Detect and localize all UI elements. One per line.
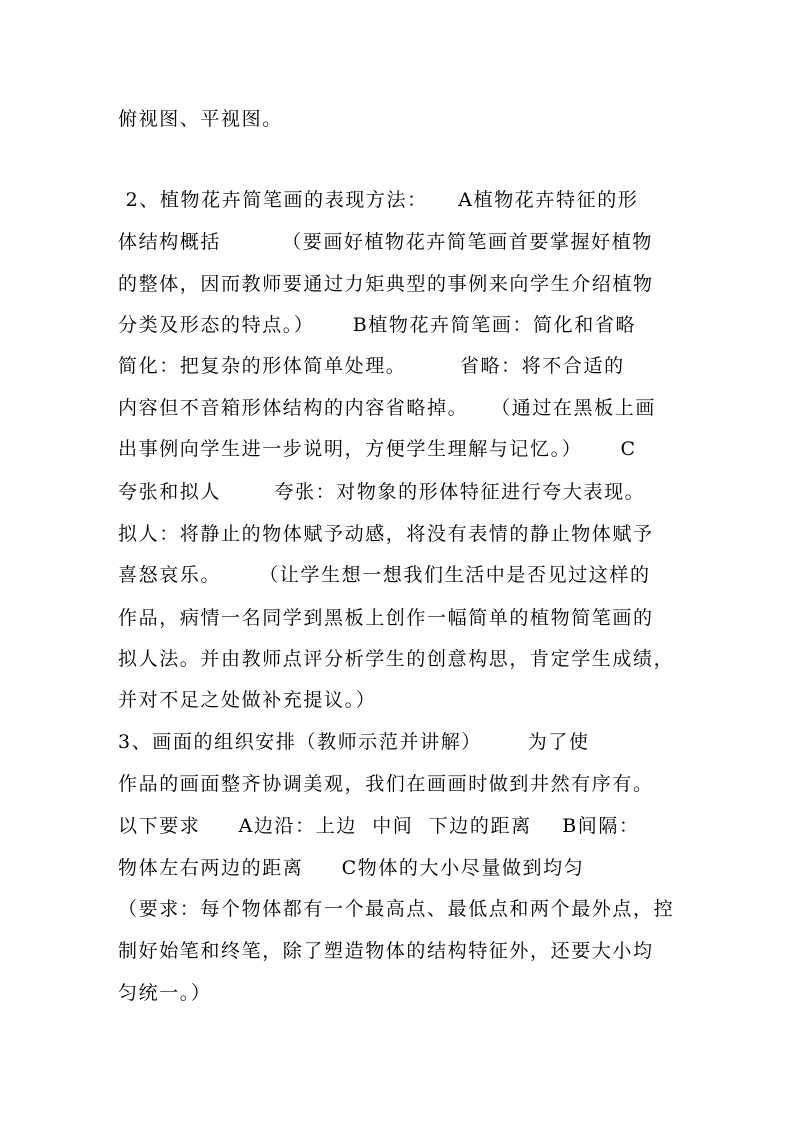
text-line-11: 喜怒哀乐。 （让学生想一想我们生活中是否见过这样的 — [118, 564, 651, 586]
text-line-3: 体结构概括 （要画好植物花卉简笔画首要掌握好植物 — [118, 231, 653, 253]
text-line-19: （要求：每个物体都有一个最高点、最低点和两个最外点，控 — [118, 898, 675, 920]
text-line-13: 拟人法。并由教师点评分析学生的创意构思，肯定学生成绩， — [118, 648, 675, 670]
text-line-21: 匀统一。） — [118, 982, 212, 1004]
text-line-16: 作品的画面整齐协调美观，我们在画画时做到井然有序有。 — [118, 773, 654, 795]
text-line-12: 作品，病情一名同学到黑板上创作一幅简单的植物简笔画的 — [118, 607, 654, 629]
text-line-1: 俯视图、平视图。 — [118, 108, 283, 130]
text-line-18: 物体左右两边的距离 C物体的大小尽量做到均匀 — [118, 857, 585, 879]
text-line-5: 分类及形态的特点。） B植物花卉简笔画：简化和省略 — [118, 314, 637, 336]
text-line-6: 简化：把复杂的形体简单处理。 省略：将不合适的 — [118, 355, 625, 377]
text-line-15: 3、画面的组织安排（教师示范并讲解） 为了使 — [118, 731, 590, 753]
text-line-14: 并对不足之处做补充提议。） — [118, 689, 377, 711]
text-line-10: 拟人：将静止的物体赋予动感，将没有表情的静止物体赋予 — [118, 523, 654, 545]
text-line-2: 2、植物花卉简笔画的表现方法： A植物花卉特征的形 — [118, 189, 639, 211]
text-line-9: 夸张和拟人 夸张：对物象的形体特征进行夸大表现。 — [118, 481, 646, 503]
text-line-20: 制好始笔和终笔，除了塑造物体的结构特征外，还要大小均 — [118, 940, 654, 962]
text-line-4: 的整体，因而教师要通过力矩典型的事例来向学生介绍植物 — [118, 273, 654, 295]
text-line-7: 内容但不音箱形体结构的内容省略掉。 （通过在黑板上画 — [118, 397, 656, 419]
text-line-17: 以下要求 A边沿：上边 中间 下边的距离 B间隔： — [118, 815, 640, 837]
text-line-8: 出事例向学生进一步说明，方便学生理解与记忆。） C — [118, 438, 637, 460]
